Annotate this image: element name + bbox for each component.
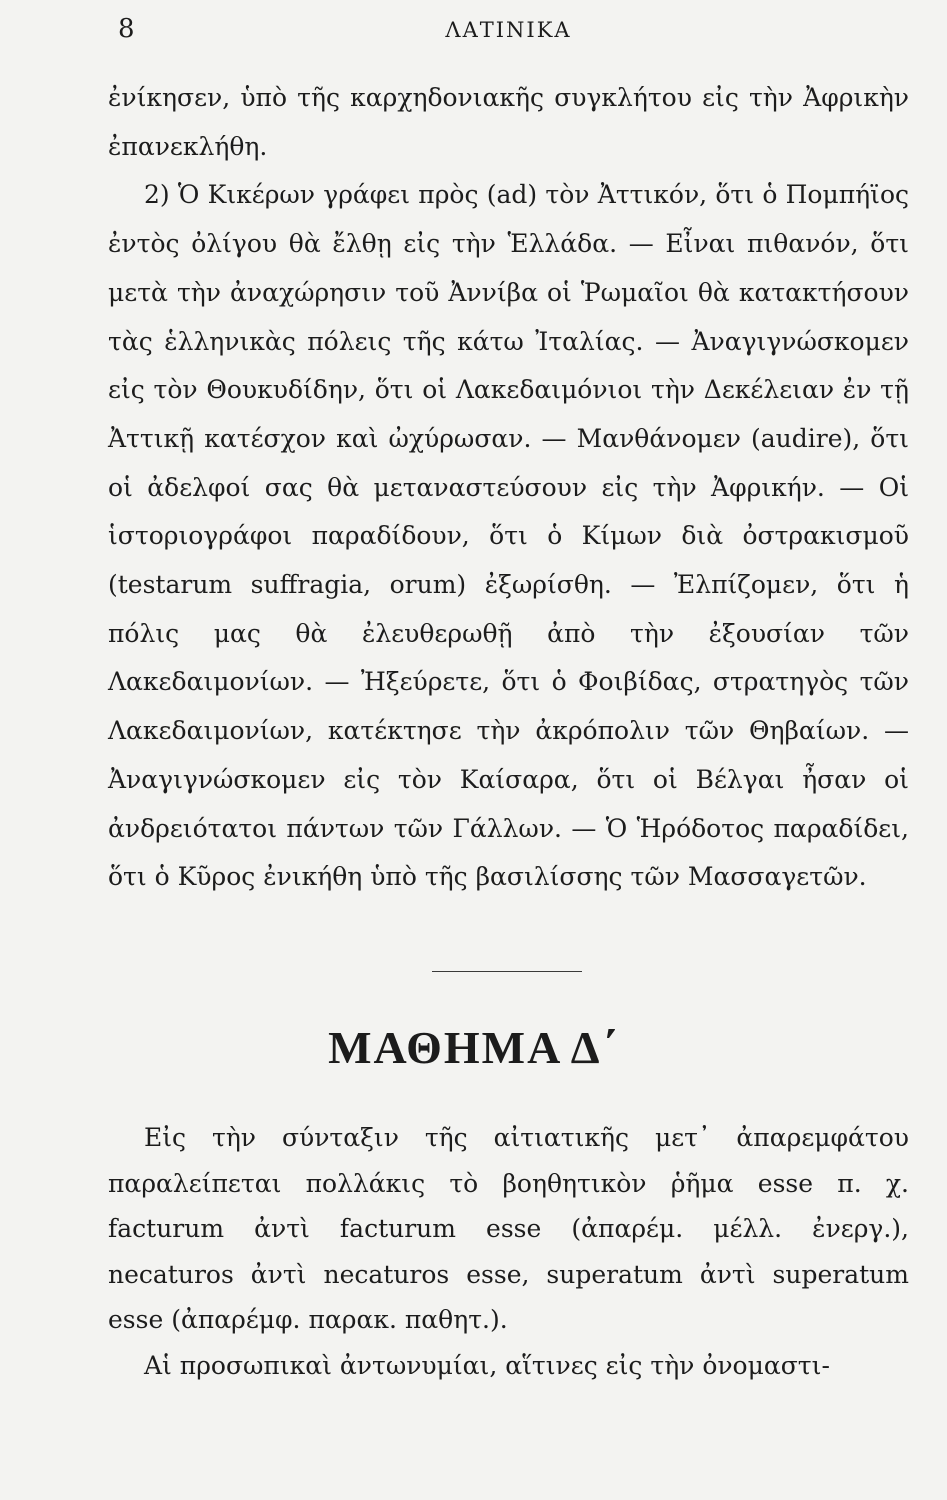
lesson-text bbox=[108, 1115, 909, 1388]
paragraph: 2) Ὁ Κικέρων γράφει πρὸς (ad) τὸν Ἀττικόν, ὅτι ὁ Πομπήϊος ἐντὸς ὀλίγου θὰ ἔλθῃ εἰς τὴν Ἑλλάδα. — Εἶναι πιθανόν, ὅτι μετὰ τὴν ἀναχώρησιν τοῦ Ἀννίβα οἱ Ῥωμαῖοι θὰ κατακτήσουν τὰς ἑλληνικὰς πόλεις τῆς κάτω Ἰταλίας. — Ἀναγιγνώσκομεν εἰς τὸν Θουκυδίδην, ὅτι οἱ Λακεδαιμόνιοι τὴν Δεκέλειαν ἐν τῇ Ἀττικῇ κατέσχον καὶ ὠχύρωσαν. — Μανθάνομεν (audire), ὅτι οἱ ἀδελφοί σας θὰ μεταναστεύσουν εἰς τὴν Ἀφρικήν. — Οἱ ἱστοριογράφοι παραδίδουν, ὅτι ὁ Κίμων διὰ ὀστρακισμοῦ (testarum suffragia, orum) ἐξωρίσθη. — Ἐλπίζομεν, ὅτι ἡ πόλις μας θὰ ἐλευθερωθῇ ἀπὸ τὴν ἐξουσίαν τῶν Λακεδαιμονίων. — Ἠξεύρετε, ὅτι ὁ Φοιβίδας, στρατηγὸς τῶν Λακεδαιμονίων, κατέκτησε τὴν ἀκρόπολιν τῶν Θηβαίων. — Ἀναγιγνώσκομεν εἰς τὸν Καίσαρα, ὅτι οἱ Βέλγαι ἦσαν οἱ ἀνδρειότατοι πάντων τῶν Γάλλων. — Ὁ Ἡρόδοτος παραδίδει, ὅτι ὁ Κῦρος ἐνικήθη ὑπὸ τῆς βασιλίσσης τῶν Μασσαγετῶν. bbox=[108, 180, 909, 892]
section-divider bbox=[432, 971, 582, 972]
running-head bbox=[108, 0, 909, 52]
paragraph: Αἱ προσωπικαὶ ἀντωνυμίαι, αἵτινες εἰς τὴν ὀνομαστι- bbox=[144, 1350, 830, 1380]
paragraph: ἐνίκησεν, ὑπὸ τῆς καρχηδονιακῆς συγκλήτου εἰς τὴν Ἀφρικὴν ἐπανεκλήθη. bbox=[108, 83, 909, 161]
exercise-text bbox=[108, 74, 909, 902]
paragraph: Εἰς τὴν σύνταξιν τῆς αἰτιατικῆς μετ᾽ ἀπαρεμφάτου παραλείπεται πολλάκις τὸ βοηθητικὸν ῥῆμα esse π. χ. facturum ἀντὶ facturum esse (ἀπαρέμ. μέλλ. ἐνεργ.), necaturos ἀντὶ necaturos esse, superatum ἀντὶ superatum esse (ἀπαρέμφ. παρακ. παθητ.). bbox=[108, 1123, 909, 1334]
page-number: 8 bbox=[118, 14, 135, 44]
running-title: ΛΑΤΙΝΙΚΑ bbox=[445, 18, 572, 42]
lesson-heading: ΜΑΘΗΜΑ Δ΄ bbox=[328, 1022, 619, 1073]
